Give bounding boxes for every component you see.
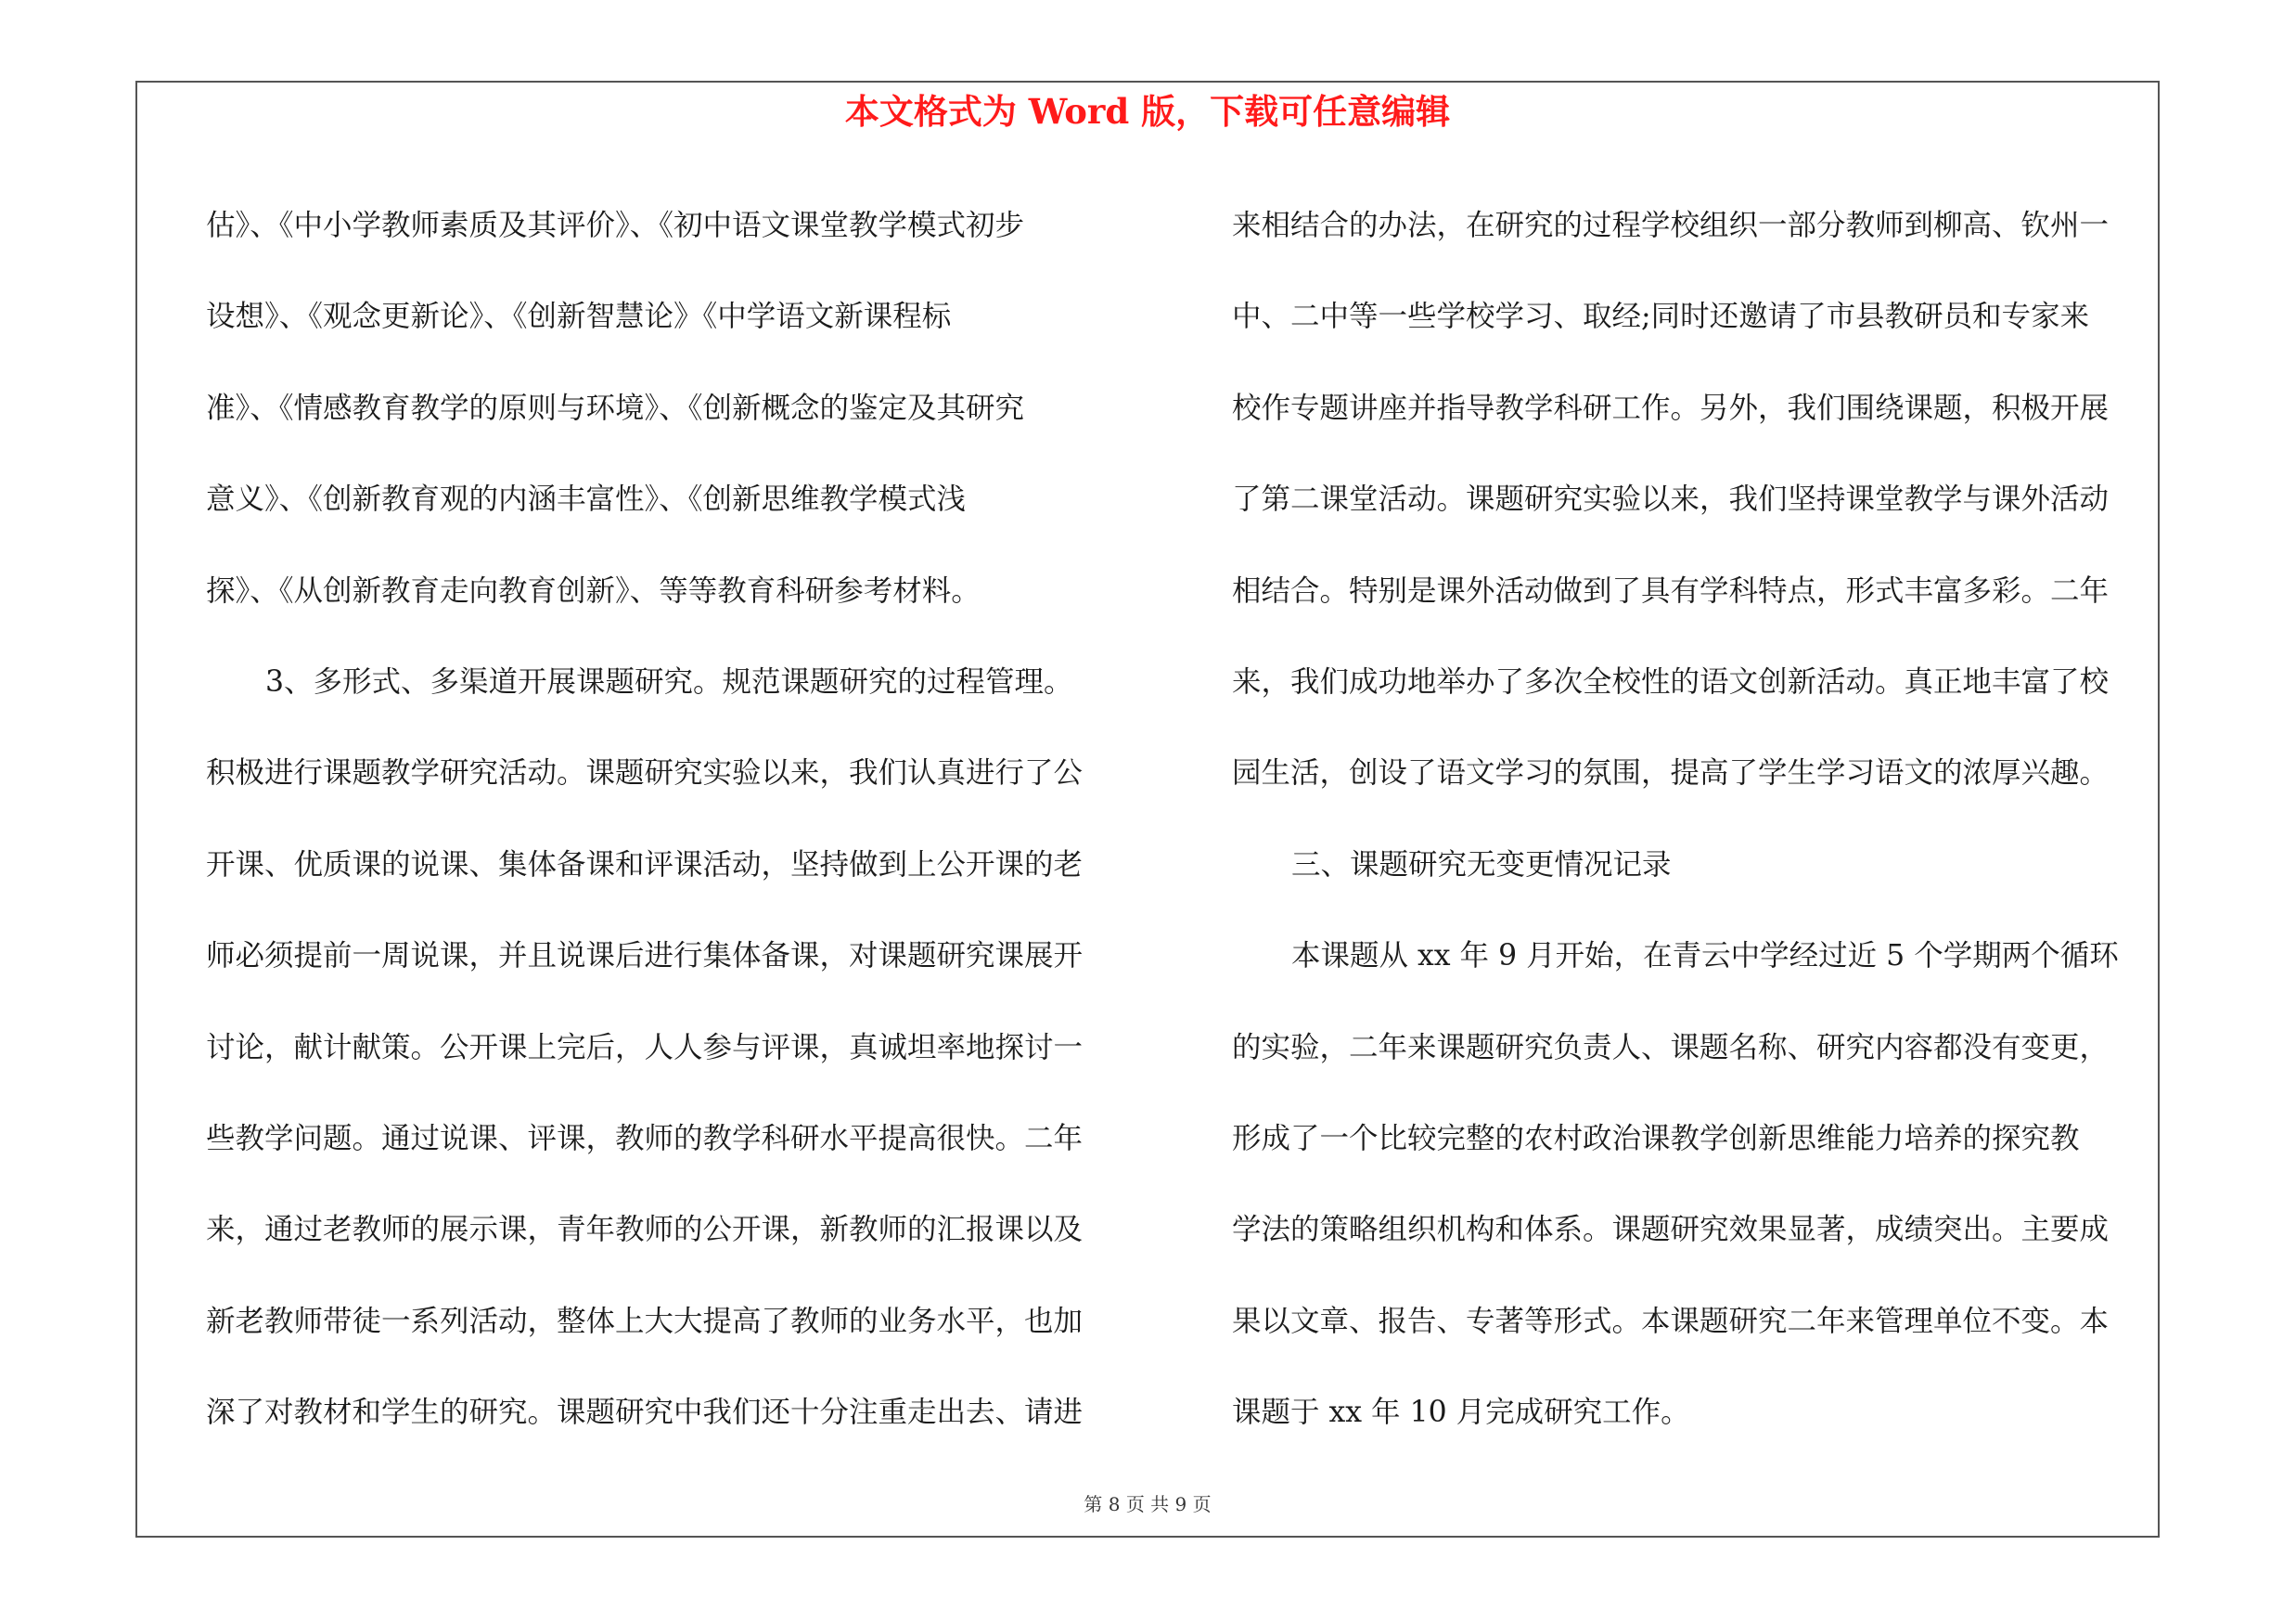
left-text-column (206, 180, 1128, 1458)
text-line: 积极进行课题教学研究活动。课题研究实验以来，我们认真进行了公 (206, 756, 1084, 791)
text-line: 学法的策略组织机构和体系。课题研究效果显著，成绩突出。主要成 (1232, 1213, 2110, 1247)
document-header: 本文格式为 Word 版，下载可任意编辑 (844, 91, 1451, 132)
text-line: 估》、《中小学教师素质及其评价》、《初中语文课堂教学模式初步 (206, 209, 1025, 242)
text-line: 准》、《情感教育教学的原则与环境》、《创新概念的鉴定及其研究 (206, 391, 1025, 425)
text-line: 相结合。特别是课外活动做到了具有学科特点，形式丰富多彩。二年 (1232, 573, 2110, 608)
text-line: 了第二课堂活动。课题研究实验以来，我们坚持课堂教学与课外活动 (1232, 483, 2110, 517)
text-line: 来，我们成功地举办了多次全校性的语文创新活动。真正地丰富了校 (1232, 664, 2110, 699)
paragraph-heading: 3、多形式、多渠道开展课题研究。规范课题研究的过程管理。 (265, 664, 1073, 699)
text-line: 中、二中等一些学校学习、取经;同时还邀请了市县教研员和专家来 (1232, 300, 2090, 334)
text-line: 园生活，创设了语文学习的氛围，提高了学生学习语文的浓厚兴趣。 (1232, 756, 2110, 791)
text-line: 来相结合的办法，在研究的过程学校组织一部分教师到柳高、钦州一 (1232, 209, 2110, 242)
text-line: 深了对教材和学生的研究。课题研究中我们还十分注重走出去、请进 (206, 1396, 1084, 1430)
section-heading: 三、课题研究无变更情况记录 (1291, 847, 1672, 882)
text-line: 的实验，二年来课题研究负责人、课题名称、研究内容都没有变更， (1232, 1030, 2110, 1064)
text-line: 开课、优质课的说课、集体备课和评课活动，坚持做到上公开课的老 (206, 847, 1084, 882)
text-line: 探》、《从创新教育走向教育创新》、等等教育科研参考材料。 (206, 573, 981, 608)
text-line: 课题于 xx 年 10 月完成研究工作。 (1232, 1396, 1690, 1430)
text-line: 校作专题讲座并指导教学科研工作。另外，我们围绕课题，积极开展 (1232, 391, 2110, 425)
text-line: 来，通过老教师的展示课，青年教师的公开课，新教师的汇报课以及 (206, 1213, 1084, 1247)
text-line: 意义》、《创新教育观的内涵丰富性》、《创新思维教学模式浅 (206, 483, 967, 517)
right-text-column (1232, 180, 2154, 1458)
text-line: 些教学问题。通过说课、评课，教师的教学科研水平提高很快。二年 (206, 1121, 1084, 1155)
page-number: 第 8 页 共 9 页 (1084, 1493, 1212, 1515)
text-line: 本课题从 xx 年 9 月开始，在青云中学经过近 5 个学期两个循环 (1291, 939, 2119, 973)
text-line: 讨论，献计献策。公开课上完后，人人参与评课，真诚坦率地探讨一 (206, 1030, 1084, 1064)
text-line: 形成了一个比较完整的农村政治课教学创新思维能力培养的探究教 (1232, 1121, 2080, 1155)
text-line: 果以文章、报告、专著等形式。本课题研究二年来管理单位不变。本 (1232, 1304, 2110, 1338)
text-line: 设想》、《观念更新论》、《创新智慧论》《中学语文新课程标 (206, 300, 952, 334)
text-line: 新老教师带徒一系列活动，整体上大大提高了教师的业务水平，也加 (206, 1304, 1084, 1338)
text-line: 师必须提前一周说课，并且说课后进行集体备课，对课题研究课展开 (206, 939, 1084, 973)
